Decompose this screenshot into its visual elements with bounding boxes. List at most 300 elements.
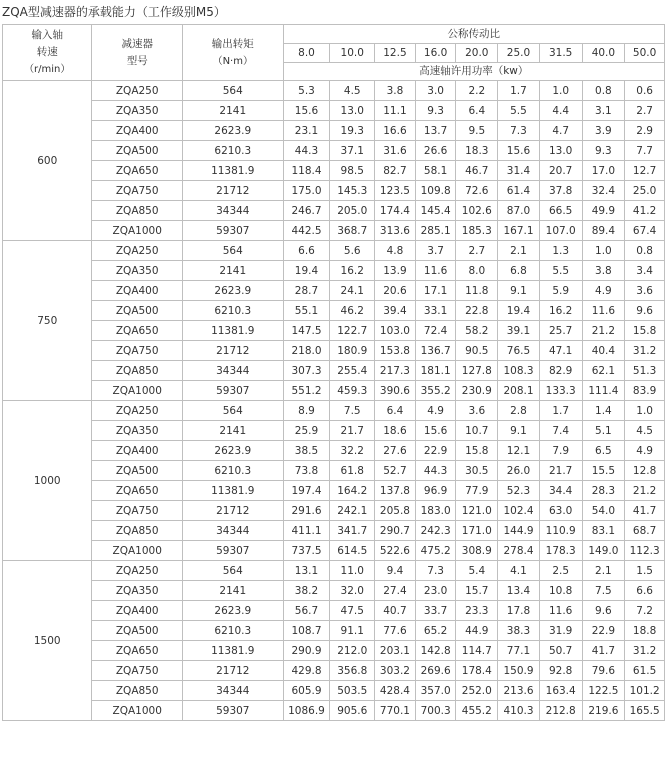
power-cell: 38.2 <box>283 581 330 601</box>
table-row <box>3 201 665 221</box>
model-cell: ZQA650 <box>92 321 182 341</box>
power-cell: 6.6 <box>625 581 665 601</box>
torque-cell: 34344 <box>182 361 283 381</box>
power-cell: 61.5 <box>625 661 665 681</box>
power-cell: 27.6 <box>375 441 416 461</box>
power-cell: 5.4 <box>456 561 498 581</box>
table-row <box>3 401 665 421</box>
power-cell: 4.9 <box>415 401 456 421</box>
power-cell: 32.4 <box>582 181 625 201</box>
power-cell: 121.0 <box>456 501 498 521</box>
power-cell: 6.5 <box>582 441 625 461</box>
model-cell: ZQA1000 <box>92 541 182 561</box>
power-cell: 153.8 <box>375 341 416 361</box>
header-input-speed-line2: 转速 <box>36 46 58 58</box>
power-cell: 149.0 <box>582 541 625 561</box>
power-cell: 3.7 <box>415 241 456 261</box>
power-cell: 39.1 <box>498 321 540 341</box>
power-cell: 12.1 <box>498 441 540 461</box>
power-cell: 109.8 <box>415 181 456 201</box>
power-cell: 4.9 <box>582 281 625 301</box>
power-cell: 10.8 <box>539 581 582 601</box>
power-cell: 12.8 <box>625 461 665 481</box>
power-cell: 72.4 <box>415 321 456 341</box>
power-cell: 118.4 <box>283 161 330 181</box>
power-cell: 127.8 <box>456 361 498 381</box>
power-cell: 77.9 <box>456 481 498 501</box>
power-cell: 9.6 <box>582 601 625 621</box>
power-cell: 428.4 <box>375 681 416 701</box>
torque-cell: 6210.3 <box>182 141 283 161</box>
power-cell: 183.0 <box>415 501 456 521</box>
power-cell: 242.3 <box>415 521 456 541</box>
power-cell: 3.8 <box>375 81 416 101</box>
power-cell: 50.7 <box>539 641 582 661</box>
power-cell: 133.3 <box>539 381 582 401</box>
header-allowed-power: 高速轴许用功率（kw） <box>283 63 664 81</box>
power-cell: 13.0 <box>539 141 582 161</box>
power-cell: 7.2 <box>625 601 665 621</box>
power-cell: 7.9 <box>539 441 582 461</box>
power-cell: 111.4 <box>582 381 625 401</box>
header-reducer-model-line2: 型号 <box>126 54 148 67</box>
power-cell: 61.4 <box>498 181 540 201</box>
power-cell: 429.8 <box>283 661 330 681</box>
table-row <box>3 101 665 121</box>
model-cell: ZQA500 <box>92 141 182 161</box>
torque-cell: 2623.9 <box>182 601 283 621</box>
power-cell: 20.6 <box>375 281 416 301</box>
power-cell: 614.5 <box>330 541 375 561</box>
power-cell: 34.4 <box>539 481 582 501</box>
power-cell: 122.7 <box>330 321 375 341</box>
power-cell: 0.8 <box>625 241 665 261</box>
table-row <box>3 121 665 141</box>
power-cell: 9.4 <box>375 561 416 581</box>
power-cell: 87.0 <box>498 201 540 221</box>
table-row <box>3 261 665 281</box>
table-row <box>3 701 665 721</box>
power-cell: 19.4 <box>283 261 330 281</box>
power-cell: 21.7 <box>330 421 375 441</box>
power-cell: 11.6 <box>415 261 456 281</box>
power-cell: 13.4 <box>498 581 540 601</box>
power-cell: 136.7 <box>415 341 456 361</box>
model-cell: ZQA1000 <box>92 701 182 721</box>
ratio-header-cell: 12.5 <box>375 44 416 63</box>
model-cell: ZQA850 <box>92 521 182 541</box>
power-cell: 24.1 <box>330 281 375 301</box>
power-cell: 7.4 <box>539 421 582 441</box>
table-body <box>3 81 665 721</box>
torque-cell: 564 <box>182 561 283 581</box>
power-cell: 4.5 <box>330 81 375 101</box>
power-cell: 1.0 <box>539 81 582 101</box>
model-cell: ZQA400 <box>92 281 182 301</box>
power-cell: 37.1 <box>330 141 375 161</box>
power-cell: 2.2 <box>456 81 498 101</box>
model-cell: ZQA650 <box>92 481 182 501</box>
power-cell: 122.5 <box>582 681 625 701</box>
power-cell: 7.7 <box>625 141 665 161</box>
power-cell: 285.1 <box>415 221 456 241</box>
header-output-torque-unit: （N·m） <box>212 55 253 67</box>
power-cell: 72.6 <box>456 181 498 201</box>
power-cell: 2.7 <box>456 241 498 261</box>
power-cell: 3.0 <box>415 81 456 101</box>
power-cell: 19.3 <box>330 121 375 141</box>
power-cell: 79.6 <box>582 661 625 681</box>
power-cell: 303.2 <box>375 661 416 681</box>
power-cell: 38.3 <box>498 621 540 641</box>
input-speed-cell: 600 <box>3 81 92 241</box>
power-cell: 3.4 <box>625 261 665 281</box>
table-row <box>3 561 665 581</box>
power-cell: 4.1 <box>498 561 540 581</box>
power-cell: 269.6 <box>415 661 456 681</box>
power-cell: 67.4 <box>625 221 665 241</box>
power-cell: 15.5 <box>582 461 625 481</box>
torque-cell: 21712 <box>182 661 283 681</box>
table-row <box>3 421 665 441</box>
model-cell: ZQA850 <box>92 361 182 381</box>
power-cell: 1.5 <box>625 561 665 581</box>
power-cell: 15.6 <box>498 141 540 161</box>
power-cell: 8.0 <box>456 261 498 281</box>
table-row <box>3 361 665 381</box>
power-cell: 7.5 <box>330 401 375 421</box>
power-cell: 10.7 <box>456 421 498 441</box>
ratio-header-cell: 40.0 <box>582 44 625 63</box>
power-cell: 33.1 <box>415 301 456 321</box>
power-cell: 83.9 <box>625 381 665 401</box>
ratio-header-cell: 20.0 <box>456 44 498 63</box>
power-cell: 4.7 <box>539 121 582 141</box>
model-cell: ZQA500 <box>92 461 182 481</box>
model-cell: ZQA250 <box>92 81 182 101</box>
table-row <box>3 81 665 101</box>
power-cell: 20.7 <box>539 161 582 181</box>
power-cell: 9.3 <box>415 101 456 121</box>
power-cell: 290.7 <box>375 521 416 541</box>
power-cell: 242.1 <box>330 501 375 521</box>
power-cell: 737.5 <box>283 541 330 561</box>
power-cell: 6.4 <box>375 401 416 421</box>
power-cell: 6.6 <box>283 241 330 261</box>
table-row <box>3 521 665 541</box>
power-cell: 7.3 <box>498 121 540 141</box>
input-speed-cell: 750 <box>3 241 92 401</box>
power-cell: 164.2 <box>330 481 375 501</box>
power-cell: 22.9 <box>582 621 625 641</box>
power-cell: 44.9 <box>456 621 498 641</box>
power-cell: 40.7 <box>375 601 416 621</box>
power-cell: 9.3 <box>582 141 625 161</box>
power-cell: 31.6 <box>375 141 416 161</box>
model-cell: ZQA1000 <box>92 221 182 241</box>
power-cell: 91.1 <box>330 621 375 641</box>
power-cell: 46.2 <box>330 301 375 321</box>
power-cell: 442.5 <box>283 221 330 241</box>
model-cell: ZQA750 <box>92 661 182 681</box>
power-cell: 18.6 <box>375 421 416 441</box>
power-cell: 2.9 <box>625 121 665 141</box>
torque-cell: 2623.9 <box>182 121 283 141</box>
power-cell: 212.8 <box>539 701 582 721</box>
power-cell: 25.9 <box>283 421 330 441</box>
power-cell: 178.3 <box>539 541 582 561</box>
power-cell: 16.6 <box>375 121 416 141</box>
power-cell: 5.5 <box>539 261 582 281</box>
power-cell: 11.0 <box>330 561 375 581</box>
torque-cell: 21712 <box>182 341 283 361</box>
power-cell: 700.3 <box>415 701 456 721</box>
power-cell: 31.4 <box>498 161 540 181</box>
table-row <box>3 581 665 601</box>
power-cell: 33.7 <box>415 601 456 621</box>
power-cell: 9.6 <box>625 301 665 321</box>
power-cell: 355.2 <box>415 381 456 401</box>
power-cell: 178.4 <box>456 661 498 681</box>
header-input-speed-unit: （r/min） <box>24 64 71 75</box>
model-cell: ZQA1000 <box>92 381 182 401</box>
power-cell: 411.1 <box>283 521 330 541</box>
model-cell: ZQA850 <box>92 201 182 221</box>
model-cell: ZQA750 <box>92 341 182 361</box>
table-row <box>3 441 665 461</box>
power-cell: 11.1 <box>375 101 416 121</box>
power-cell: 110.9 <box>539 521 582 541</box>
table-row <box>3 621 665 641</box>
power-cell: 31.2 <box>625 641 665 661</box>
power-cell: 32.2 <box>330 441 375 461</box>
power-cell: 41.7 <box>582 641 625 661</box>
power-cell: 147.5 <box>283 321 330 341</box>
power-cell: 15.7 <box>456 581 498 601</box>
power-cell: 255.4 <box>330 361 375 381</box>
torque-cell: 59307 <box>182 701 283 721</box>
power-cell: 17.0 <box>582 161 625 181</box>
torque-cell: 564 <box>182 81 283 101</box>
power-cell: 171.0 <box>456 521 498 541</box>
power-cell: 47.5 <box>330 601 375 621</box>
power-cell: 13.7 <box>415 121 456 141</box>
power-cell: 55.1 <box>283 301 330 321</box>
power-cell: 6.4 <box>456 101 498 121</box>
power-cell: 15.8 <box>625 321 665 341</box>
model-cell: ZQA350 <box>92 101 182 121</box>
table-row <box>3 601 665 621</box>
power-cell: 25.0 <box>625 181 665 201</box>
power-cell: 4.4 <box>539 101 582 121</box>
table-row <box>3 461 665 481</box>
power-cell: 17.1 <box>415 281 456 301</box>
power-cell: 142.8 <box>415 641 456 661</box>
power-cell: 83.1 <box>582 521 625 541</box>
power-cell: 13.1 <box>283 561 330 581</box>
power-cell: 197.4 <box>283 481 330 501</box>
power-cell: 58.1 <box>415 161 456 181</box>
power-cell: 605.9 <box>283 681 330 701</box>
torque-cell: 6210.3 <box>182 301 283 321</box>
power-cell: 96.9 <box>415 481 456 501</box>
torque-cell: 11381.9 <box>182 161 283 181</box>
power-cell: 114.7 <box>456 641 498 661</box>
power-cell: 6.8 <box>498 261 540 281</box>
power-cell: 208.1 <box>498 381 540 401</box>
power-cell: 9.5 <box>456 121 498 141</box>
power-cell: 12.7 <box>625 161 665 181</box>
torque-cell: 34344 <box>182 521 283 541</box>
power-cell: 551.2 <box>283 381 330 401</box>
power-cell: 4.8 <box>375 241 416 261</box>
torque-cell: 2141 <box>182 581 283 601</box>
table-row <box>3 281 665 301</box>
power-cell: 9.1 <box>498 281 540 301</box>
table-row <box>3 541 665 561</box>
power-cell: 103.0 <box>375 321 416 341</box>
power-cell: 3.8 <box>582 261 625 281</box>
power-cell: 230.9 <box>456 381 498 401</box>
power-cell: 5.3 <box>283 81 330 101</box>
header-input-speed <box>3 25 92 81</box>
model-cell: ZQA400 <box>92 121 182 141</box>
torque-cell: 11381.9 <box>182 481 283 501</box>
power-cell: 181.1 <box>415 361 456 381</box>
ratio-header-cell: 31.5 <box>539 44 582 63</box>
power-cell: 39.4 <box>375 301 416 321</box>
table-row <box>3 301 665 321</box>
input-speed-cell: 1500 <box>3 561 92 721</box>
power-cell: 25.7 <box>539 321 582 341</box>
torque-cell: 59307 <box>182 381 283 401</box>
power-cell: 165.5 <box>625 701 665 721</box>
model-cell: ZQA250 <box>92 401 182 421</box>
power-cell: 5.9 <box>539 281 582 301</box>
power-cell: 4.5 <box>625 421 665 441</box>
power-cell: 205.8 <box>375 501 416 521</box>
table-row <box>3 161 665 181</box>
model-cell: ZQA500 <box>92 301 182 321</box>
power-cell: 27.4 <box>375 581 416 601</box>
power-cell: 23.1 <box>283 121 330 141</box>
power-cell: 0.8 <box>582 81 625 101</box>
power-cell: 98.5 <box>330 161 375 181</box>
power-cell: 174.4 <box>375 201 416 221</box>
table-header <box>3 25 665 81</box>
table-caption: ZQA型减速器的承载能力（工作级别M5） <box>2 5 226 19</box>
model-cell: ZQA350 <box>92 261 182 281</box>
power-cell: 3.6 <box>456 401 498 421</box>
power-cell: 2.1 <box>498 241 540 261</box>
torque-cell: 59307 <box>182 221 283 241</box>
power-cell: 212.0 <box>330 641 375 661</box>
power-cell: 22.8 <box>456 301 498 321</box>
model-cell: ZQA500 <box>92 621 182 641</box>
table-row <box>3 501 665 521</box>
power-cell: 107.0 <box>539 221 582 241</box>
torque-cell: 21712 <box>182 501 283 521</box>
power-cell: 522.6 <box>375 541 416 561</box>
model-cell: ZQA850 <box>92 681 182 701</box>
table-row <box>3 641 665 661</box>
power-cell: 1.7 <box>498 81 540 101</box>
power-cell: 90.5 <box>456 341 498 361</box>
power-cell: 2.8 <box>498 401 540 421</box>
table-row <box>3 481 665 501</box>
power-cell: 54.0 <box>582 501 625 521</box>
power-cell: 357.0 <box>415 681 456 701</box>
header-nominal-ratio: 公称传动比 <box>283 25 664 44</box>
power-cell: 5.6 <box>330 241 375 261</box>
header-input-speed-line1: 输入轴 <box>31 29 63 41</box>
power-cell: 61.8 <box>330 461 375 481</box>
power-cell: 475.2 <box>415 541 456 561</box>
power-cell: 341.7 <box>330 521 375 541</box>
power-cell: 11.6 <box>582 301 625 321</box>
power-cell: 101.2 <box>625 681 665 701</box>
power-cell: 7.3 <box>415 561 456 581</box>
power-cell: 23.0 <box>415 581 456 601</box>
torque-cell: 34344 <box>182 681 283 701</box>
torque-cell: 11381.9 <box>182 641 283 661</box>
power-cell: 28.3 <box>582 481 625 501</box>
power-cell: 905.6 <box>330 701 375 721</box>
power-cell: 307.3 <box>283 361 330 381</box>
power-cell: 62.1 <box>582 361 625 381</box>
power-cell: 1.0 <box>625 401 665 421</box>
power-cell: 246.7 <box>283 201 330 221</box>
power-cell: 459.3 <box>330 381 375 401</box>
power-cell: 46.7 <box>456 161 498 181</box>
power-cell: 8.9 <box>283 401 330 421</box>
power-cell: 52.3 <box>498 481 540 501</box>
torque-cell: 564 <box>182 401 283 421</box>
table-row <box>3 221 665 241</box>
power-cell: 252.0 <box>456 681 498 701</box>
power-cell: 26.0 <box>498 461 540 481</box>
power-cell: 213.6 <box>498 681 540 701</box>
torque-cell: 34344 <box>182 201 283 221</box>
power-cell: 4.9 <box>625 441 665 461</box>
torque-cell: 6210.3 <box>182 621 283 641</box>
power-cell: 108.7 <box>283 621 330 641</box>
power-cell: 77.6 <box>375 621 416 641</box>
model-cell: ZQA350 <box>92 581 182 601</box>
power-cell: 1.3 <box>539 241 582 261</box>
power-cell: 5.1 <box>582 421 625 441</box>
power-cell: 18.3 <box>456 141 498 161</box>
model-cell: ZQA400 <box>92 441 182 461</box>
power-cell: 23.3 <box>456 601 498 621</box>
power-cell: 102.4 <box>498 501 540 521</box>
power-cell: 30.5 <box>456 461 498 481</box>
torque-cell: 2141 <box>182 101 283 121</box>
power-cell: 22.9 <box>415 441 456 461</box>
model-cell: ZQA350 <box>92 421 182 441</box>
power-cell: 68.7 <box>625 521 665 541</box>
power-cell: 770.1 <box>375 701 416 721</box>
power-cell: 15.6 <box>283 101 330 121</box>
power-cell: 145.4 <box>415 201 456 221</box>
power-cell: 40.4 <box>582 341 625 361</box>
power-cell: 49.9 <box>582 201 625 221</box>
table-row <box>3 141 665 161</box>
power-cell: 1086.9 <box>283 701 330 721</box>
ratio-header-cell: 50.0 <box>625 44 665 63</box>
power-cell: 26.6 <box>415 141 456 161</box>
ratio-header-cell: 8.0 <box>283 44 330 63</box>
